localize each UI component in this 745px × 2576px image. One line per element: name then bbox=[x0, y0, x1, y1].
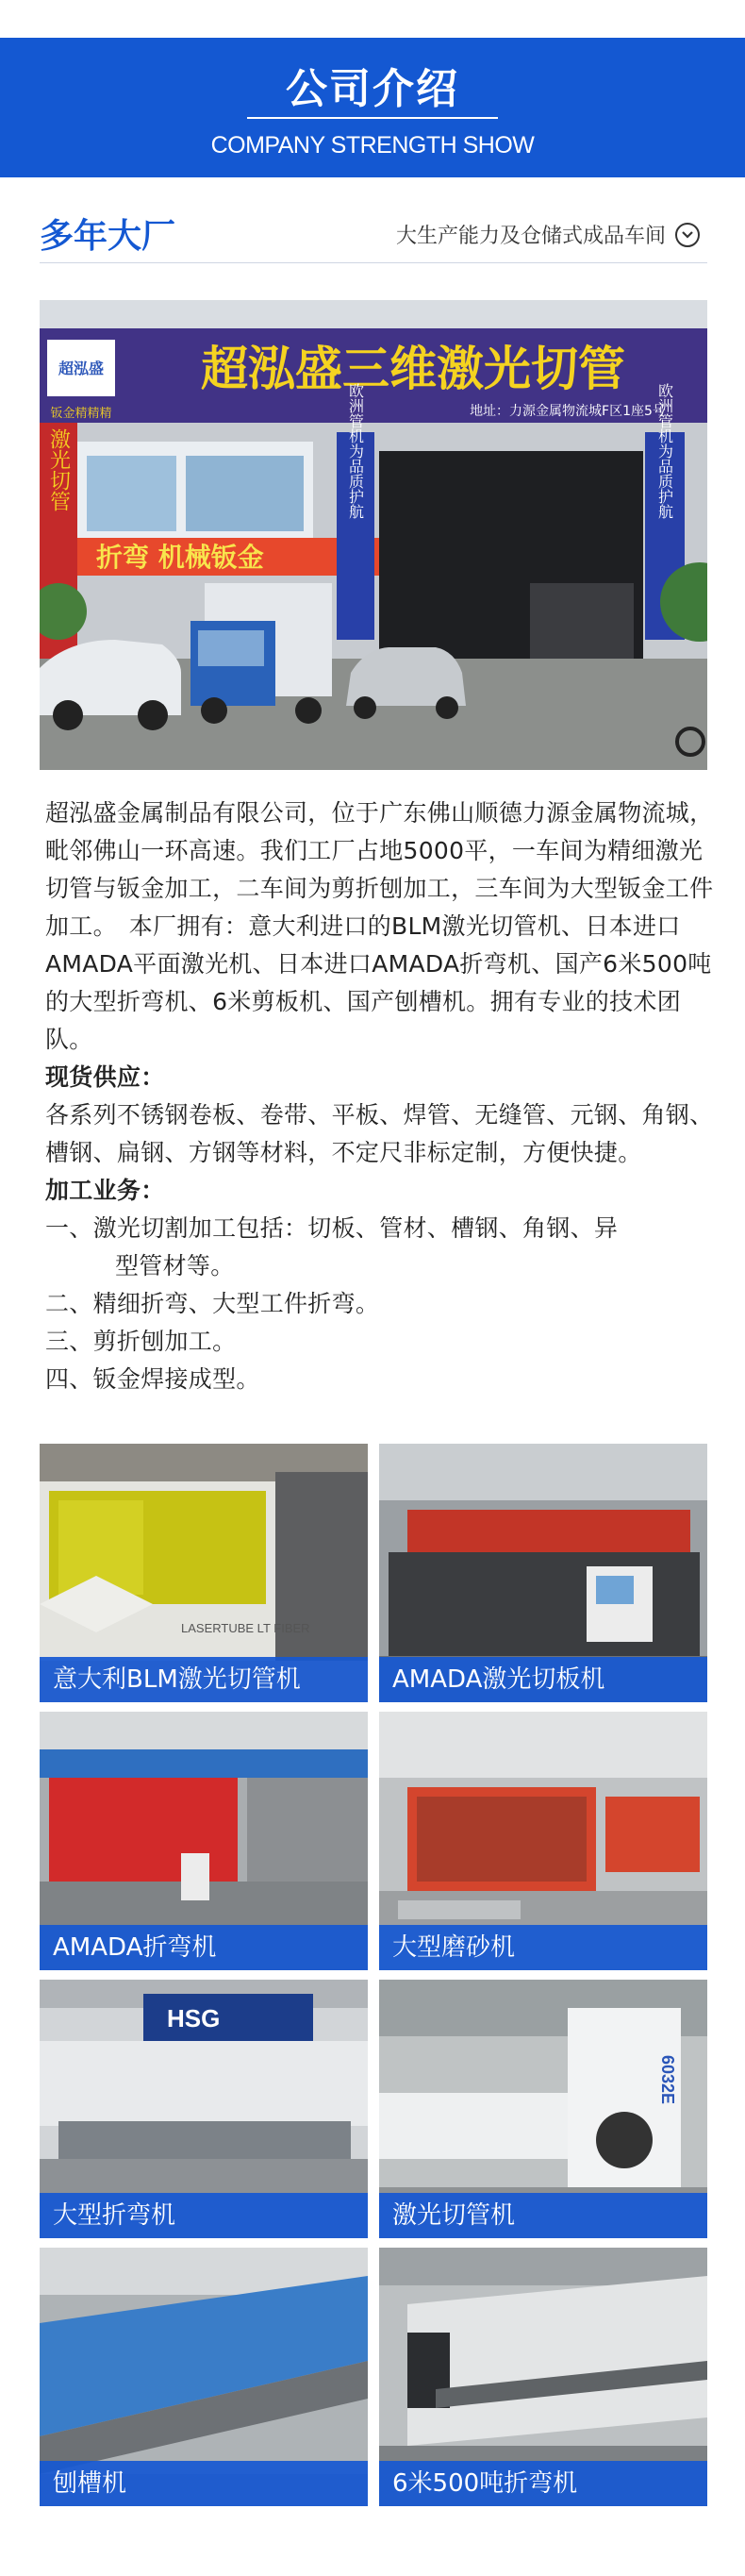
section-subtitle: 大生产能力及仓储式成品车间 bbox=[395, 225, 666, 248]
page-title: 公司介绍 bbox=[286, 65, 459, 113]
equipment-tile bbox=[40, 1444, 368, 1702]
header-banner bbox=[0, 38, 745, 177]
equipment-caption: 大型磨砂机 bbox=[379, 1925, 707, 1970]
section-divider bbox=[40, 262, 707, 263]
process-item: 三、剪折刨加工。 bbox=[45, 1328, 237, 1355]
sign-main-text: 超泓盛三维激光切管 bbox=[201, 341, 625, 396]
equipment-tile bbox=[379, 2248, 707, 2506]
intro-paragraph: 超泓盛金属制品有限公司，位于广东佛山顺德力源金属物流城，毗邻佛山一环高速。我们工厂占地5000平，一车间为精细激光切管与钣金加工，二车间为剪折刨加工，三车间为大型钣金工件加工。 本厂拥有：意大利进口的BLM激光切管机、日本进口AMADA平面激光机、日本进口AMADA折弯机、国产6米500吨的大型折弯机、6米剪板机、国产刨槽机。拥有专业的技术团队。 bbox=[45, 799, 714, 1053]
sign-logo: 超泓盛 bbox=[58, 361, 105, 377]
machine-model-text: 6032E bbox=[658, 2055, 677, 2105]
process-item: 四、钣金焊接成型。 bbox=[45, 1365, 260, 1393]
equipment-tile bbox=[40, 1980, 368, 2238]
equipment-caption: 刨槽机 bbox=[40, 2461, 368, 2506]
process-heading: 加工业务： bbox=[45, 1177, 165, 1204]
equipment-caption: 6米500吨折弯机 bbox=[379, 2461, 707, 2506]
machine-brand-text: LASERTUBE LT FIBER bbox=[181, 1621, 310, 1635]
equipment-tile bbox=[379, 1712, 707, 1970]
title-divider bbox=[247, 117, 498, 119]
sign-address: 地址：力源金属物流城F区1座5号 bbox=[470, 404, 666, 419]
equipment-caption: 意大利BLM激光切管机 bbox=[40, 1657, 368, 1702]
equipment-tile bbox=[40, 1712, 368, 1970]
equipment-tile bbox=[379, 1444, 707, 1702]
factory-photo bbox=[40, 300, 707, 770]
process-item: 一、激光切割加工包括：切板、管材、槽钢、角钢、异 bbox=[45, 1214, 619, 1242]
process-item: 型管材等。 bbox=[115, 1252, 235, 1280]
section-subtitle-group[interactable] bbox=[396, 220, 700, 249]
right-banner-text: 欧洲管机为品质护航 bbox=[655, 383, 674, 519]
page-subtitle: COMPANY STRENGTH SHOW bbox=[210, 132, 535, 159]
equipment-tile bbox=[40, 2248, 368, 2506]
shop-sign-text: 折弯 机械钣金 bbox=[96, 542, 264, 573]
left-banner-text: 激光切管 bbox=[46, 428, 71, 511]
machine-brand-text: HSG bbox=[167, 2004, 221, 2032]
equipment-tile bbox=[379, 1980, 707, 2238]
supply-text: 各系列不锈钢卷板、卷带、平板、焊管、无缝管、元钢、角钢、槽钢、扁钢、方钢等材料，不定尺非标定制，方便快捷。 bbox=[45, 1101, 714, 1166]
equipment-caption: 大型折弯机 bbox=[40, 2193, 368, 2238]
sign-left-text: 钣金精精精 bbox=[50, 407, 112, 421]
chevron-down-circle-icon[interactable] bbox=[675, 223, 700, 247]
mid-banner-text: 欧洲管机为品质护航 bbox=[346, 383, 365, 519]
company-intro bbox=[45, 795, 717, 1398]
equipment-caption: 激光切管机 bbox=[379, 2193, 707, 2238]
section-title: 多年大厂 bbox=[40, 217, 176, 256]
equipment-caption: AMADA激光切板机 bbox=[379, 1657, 707, 1702]
supply-heading: 现货供应： bbox=[45, 1063, 165, 1091]
equipment-caption: AMADA折弯机 bbox=[40, 1925, 368, 1970]
process-item: 二、精细折弯、大型工件折弯。 bbox=[45, 1290, 380, 1317]
